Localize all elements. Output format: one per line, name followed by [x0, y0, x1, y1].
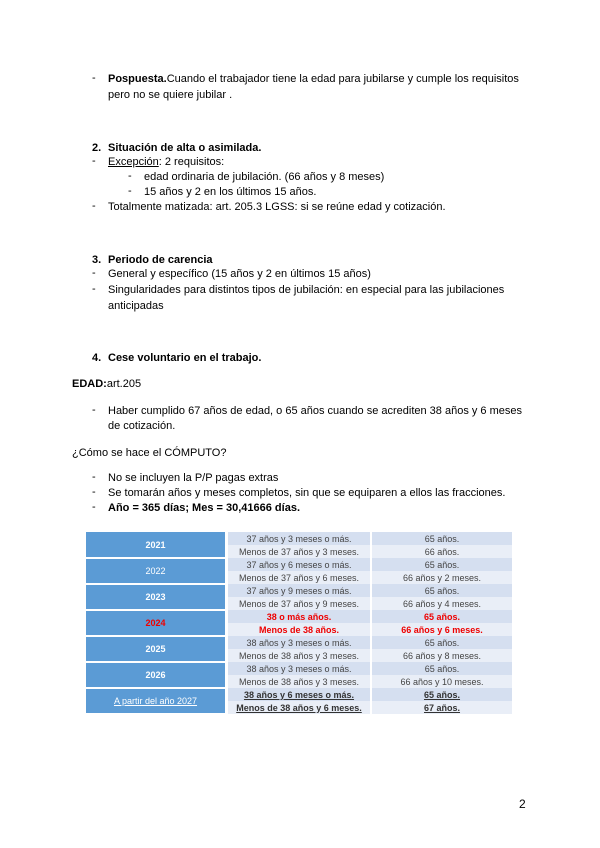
- contribution-cell: 37 años y 6 meses o más.: [227, 558, 372, 571]
- pospuesta-text: Cuando el trabajador tiene la edad para jubilarse y cumple los requisitos: [166, 73, 519, 85]
- age-cell: 66 años.: [371, 545, 512, 558]
- list-item: Año = 365 días; Mes = 30,41666 días.: [108, 502, 300, 514]
- contribution-cell: Menos de 37 años y 9 meses.: [227, 597, 372, 610]
- age-cell: 65 años.: [371, 688, 512, 701]
- pospuesta-line: [108, 72, 519, 86]
- pospuesta-text-cont: pero no se quiere jubilar .: [108, 89, 233, 101]
- age-cell: 65 años.: [371, 662, 512, 675]
- table-row: [86, 558, 512, 571]
- contribution-cell: 37 años y 3 meses o más.: [227, 532, 372, 545]
- section-4-heading: 4. Cese voluntario en el trabajo.: [92, 352, 262, 364]
- list-item: General y específico (15 años y 2 en últimos 15 años): [108, 268, 371, 280]
- contribution-cell: 37 años y 9 meses o más.: [227, 584, 372, 597]
- age-cell: 66 años y 10 meses.: [371, 675, 512, 688]
- year-cell: 2024: [86, 610, 227, 636]
- sub-item: 15 años y 2 en los últimos 15 años.: [144, 186, 317, 198]
- section-3-heading: 3. Periodo de carencia: [92, 254, 213, 266]
- pospuesta-title: Pospuesta.: [108, 73, 167, 85]
- contribution-cell: Menos de 38 años y 3 meses.: [227, 649, 372, 662]
- bullet-dash: -: [92, 72, 96, 84]
- computo-question: ¿Cómo se hace el CÓMPUTO?: [72, 447, 227, 459]
- table-row: [86, 636, 512, 649]
- age-cell: 65 años.: [371, 584, 512, 597]
- year-cell: 2022: [86, 558, 227, 584]
- sub-item: edad ordinaria de jubilación. (66 años y 8 meses): [144, 171, 385, 183]
- list-item: Se tomarán años y meses completos, sin que se equiparen a ellos las fracciones.: [108, 487, 506, 499]
- year-cell: 2026: [86, 662, 227, 688]
- age-cell: 65 años.: [371, 558, 512, 571]
- contribution-cell: 38 años y 3 meses o más.: [227, 662, 372, 675]
- age-cell: 65 años.: [371, 610, 512, 623]
- contribution-cell: Menos de 38 años.: [227, 623, 372, 636]
- list-item-cont: anticipadas: [108, 300, 164, 312]
- year-cell: 2021: [86, 532, 227, 558]
- age-cell: 65 años.: [371, 532, 512, 545]
- page-number: 2: [519, 797, 526, 811]
- year-cell: 2025: [86, 636, 227, 662]
- list-item: Haber cumplido 67 años de edad, o 65 años cuando se acrediten 38 años y 6 meses: [108, 405, 522, 417]
- age-cell: 66 años y 6 meses.: [371, 623, 512, 636]
- contribution-cell: 38 años y 6 meses o más.: [227, 688, 372, 701]
- age-cell: 67 años.: [371, 701, 512, 714]
- year-cell: 2023: [86, 584, 227, 610]
- contribution-cell: Menos de 37 años y 3 meses.: [227, 545, 372, 558]
- list-item-cont: de cotización.: [108, 420, 176, 432]
- table-row: [86, 610, 512, 623]
- list-item: Singularidades para distintos tipos de jubilación: en especial para las jubilaciones: [108, 284, 505, 296]
- contribution-cell: Menos de 37 años y 6 meses.: [227, 571, 372, 584]
- age-cell: 66 años y 4 meses.: [371, 597, 512, 610]
- document-page: - Pospuesta.Cuando el trabajador tiene la edad para jubilarse y cumple los requisitos pero no se quiere jubilar . 2. Situación de alta o asimilada. - Excepción: 2 requisitos: - edad ordinaria de jubilación. (66 años y 8 meses) - 15 años y 2 en los últimos 15 años. - Totalmente matizada: art. 205.3 LGSS: si se reúne edad y cotización. 3. Periodo de carencia - General y específico (15 años y 2 en últimos 15 años) - Singularidades para distintos tipos de jubilación: en especial para las jubilaciones anticipadas 4. Cese voluntario en el trabajo. EDAD:art.205 - Haber cumplido 67 años de edad, o 65 años cuando se acrediten 38 años y 6 meses de cotización. ¿Cómo se hace el CÓMPUTO? - No se incluyen la P/P pagas extras - Se tomarán años y meses completos, sin que se equiparen a ellos las fracciones. - Año = 365 días; Mes = 30,41666 días. 2021 37 años y 3 meses o más. 65 años. Menos de 37 años y 3 meses. 66 años. 2022 37 años y 6 meses o más. 65 años. Menos de 37 años y 6 meses. 66 años y 2 meses. 2023 37 años y 9 meses o más. 65 años. Menos de 37 años y 9 meses. 66 años y 4 meses. 2024 38 o más años. 65 años. Menos de 38 años. 66 años y 6 meses. 2025 38 años y 3 meses o más. 65 años. Menos de 38 años y 3 meses. 66 años y 8 meses. 2026 38 años y 3 meses o más. 65 años. Menos de 38 años y 3 meses. 66 años y 10 meses. A partir del año 2027 38 años y 6 meses o más. 65 años. Menos de 38 años y 6 meses. 67 años. 2: [0, 0, 600, 848]
- table-row: [86, 662, 512, 675]
- contribution-cell: 38 o más años.: [227, 610, 372, 623]
- list-item: Totalmente matizada: art. 205.3 LGSS: si se reúne edad y cotización.: [108, 201, 446, 213]
- age-cell: 66 años y 2 meses.: [371, 571, 512, 584]
- table-row: [86, 532, 512, 545]
- section-2-heading: 2. Situación de alta o asimilada.: [92, 142, 262, 154]
- list-item: No se incluyen la P/P pagas extras: [108, 472, 279, 484]
- contribution-cell: Menos de 38 años y 6 meses.: [227, 701, 372, 714]
- retirement-age-table: [86, 532, 512, 715]
- age-cell: 65 años.: [371, 636, 512, 649]
- year-cell: A partir del año 2027: [86, 688, 227, 714]
- table-row: [86, 688, 512, 701]
- table-row: [86, 584, 512, 597]
- edad-line: EDAD:art.205: [72, 378, 142, 390]
- contribution-cell: Menos de 38 años y 3 meses.: [227, 675, 372, 688]
- contribution-cell: 38 años y 3 meses o más.: [227, 636, 372, 649]
- age-cell: 66 años y 8 meses.: [371, 649, 512, 662]
- excepcion-line: Excepción: 2 requisitos:: [108, 156, 225, 168]
